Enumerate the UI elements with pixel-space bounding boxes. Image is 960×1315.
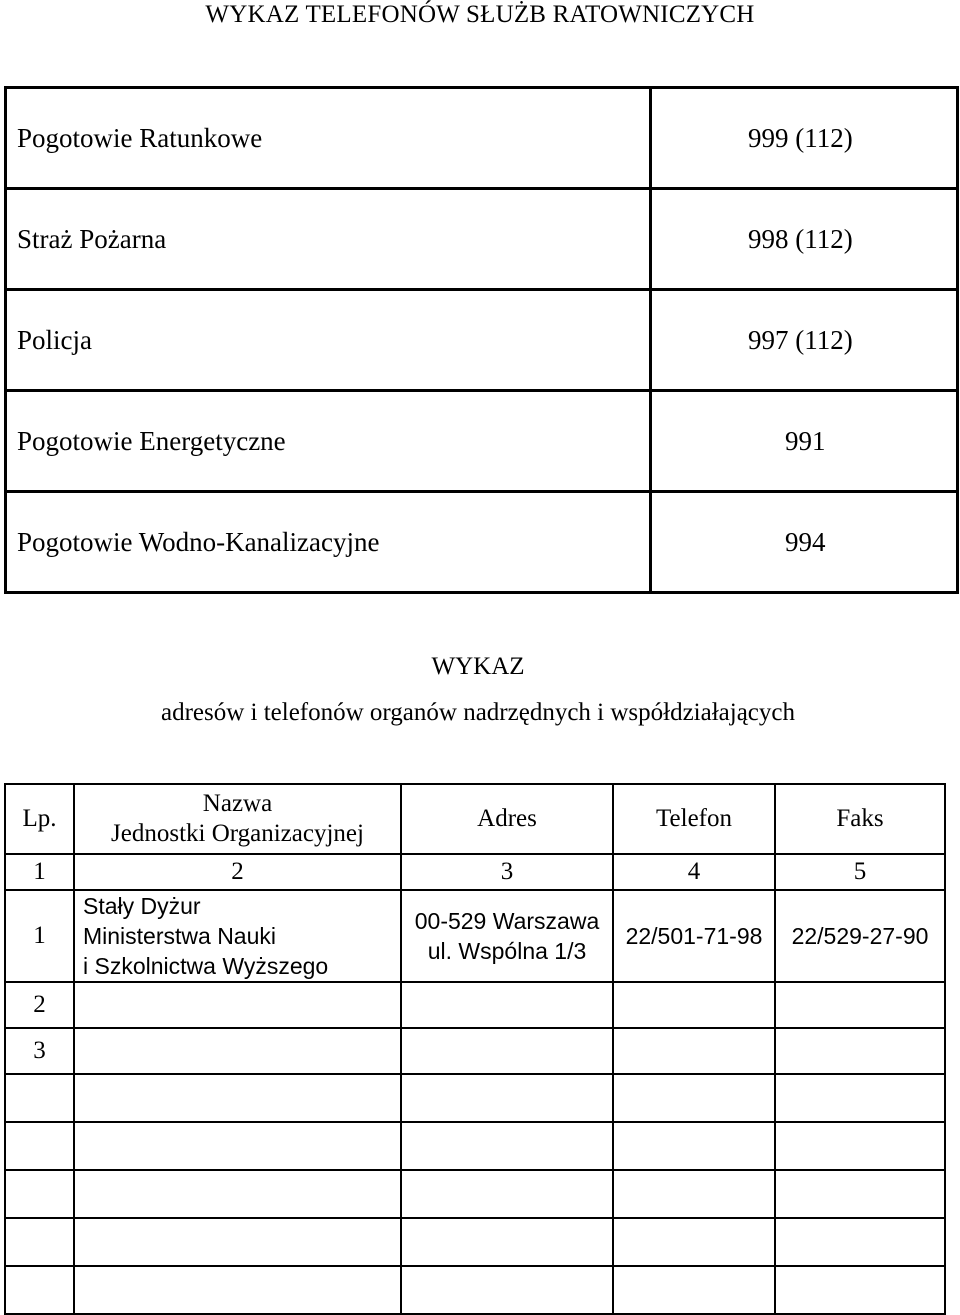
row-name-line3: i Szkolnictwa Wyższego [83, 953, 329, 979]
row-name [74, 1266, 401, 1314]
row-phone [613, 1218, 775, 1266]
row-address [401, 890, 613, 982]
row-name [74, 1028, 401, 1074]
service-phone: 998 (112) [651, 189, 958, 290]
row-name-line2: Ministerstwa Nauki [83, 923, 276, 949]
table-row [5, 1266, 945, 1314]
table-row [5, 1218, 945, 1266]
row-phone [613, 1266, 775, 1314]
service-phone: 994 [651, 492, 958, 593]
table-row [5, 1074, 945, 1122]
table-row [5, 1170, 945, 1218]
header-address: Adres [401, 784, 613, 854]
row-address [401, 1218, 613, 1266]
row-address [401, 1170, 613, 1218]
header-name-line1: Nazwa [202, 790, 273, 817]
emergency-phones-table [4, 86, 959, 594]
row-phone [613, 1122, 775, 1170]
row-name [74, 1170, 401, 1218]
row-fax: 22/529-27-90 [775, 890, 945, 982]
table-header-row [5, 784, 945, 854]
row-fax [775, 1218, 945, 1266]
row-address [401, 1074, 613, 1122]
row-fax [775, 1122, 945, 1170]
row-lp [5, 1074, 74, 1122]
column-number: 2 [74, 854, 401, 890]
table-row [5, 890, 945, 982]
row-fax [775, 1170, 945, 1218]
row-lp [5, 1218, 74, 1266]
row-phone: 22/501-71-98 [613, 890, 775, 982]
row-lp: 3 [5, 1028, 74, 1074]
row-phone [613, 1170, 775, 1218]
row-lp [5, 1266, 74, 1314]
emergency-row [6, 290, 958, 391]
row-fax [775, 1266, 945, 1314]
row-address [401, 1266, 613, 1314]
header-phone: Telefon [613, 784, 775, 854]
row-name-line1: Stały Dyżur [83, 893, 201, 919]
row-lp: 2 [5, 982, 74, 1028]
row-address-line2: ul. Wspólna 1/3 [427, 938, 587, 964]
service-name: Pogotowie Ratunkowe [6, 88, 651, 189]
service-name: Pogotowie Energetyczne [6, 391, 651, 492]
row-lp: 1 [5, 890, 74, 982]
row-name [74, 1074, 401, 1122]
row-fax [775, 1074, 945, 1122]
header-name [74, 784, 401, 854]
column-number: 3 [401, 854, 613, 890]
row-name [74, 1122, 401, 1170]
row-address-line1: 00-529 Warszawa [414, 908, 600, 934]
column-number-row [5, 854, 945, 890]
table-row [5, 982, 945, 1028]
emergency-row [6, 88, 958, 189]
column-number: 1 [5, 854, 74, 890]
list-subheading: adresów i telefonów organów nadrzędnych i współdziałających [160, 699, 796, 726]
header-lp: Lp. [5, 784, 74, 854]
row-address [401, 1028, 613, 1074]
service-phone: 997 (112) [651, 290, 958, 391]
row-phone [613, 1074, 775, 1122]
row-address [401, 1122, 613, 1170]
header-fax: Faks [775, 784, 945, 854]
row-lp [5, 1170, 74, 1218]
header-name-line2: Jednostki Organizacyjnej [111, 820, 364, 847]
row-lp [5, 1122, 74, 1170]
row-fax [775, 982, 945, 1028]
row-fax [775, 1028, 945, 1074]
service-name: Straż Pożarna [6, 189, 651, 290]
service-phone: 999 (112) [651, 88, 958, 189]
row-name [74, 1218, 401, 1266]
addresses-table [4, 783, 946, 1315]
row-name [74, 982, 401, 1028]
service-name: Pogotowie Wodno-Kanalizacyjne [6, 492, 651, 593]
row-address [401, 982, 613, 1028]
emergency-row [6, 391, 958, 492]
column-number: 4 [613, 854, 775, 890]
row-phone [613, 982, 775, 1028]
list-heading: WYKAZ [431, 653, 525, 680]
emergency-row [6, 189, 958, 290]
table-row [5, 1028, 945, 1074]
row-name [74, 890, 401, 982]
service-phone: 991 [651, 391, 958, 492]
row-phone [613, 1028, 775, 1074]
table-row [5, 1122, 945, 1170]
document-title: WYKAZ TELEFONÓW SŁUŻB RATOWNICZYCH [205, 1, 755, 28]
emergency-row [6, 492, 958, 593]
column-number: 5 [775, 854, 945, 890]
service-name: Policja [6, 290, 651, 391]
